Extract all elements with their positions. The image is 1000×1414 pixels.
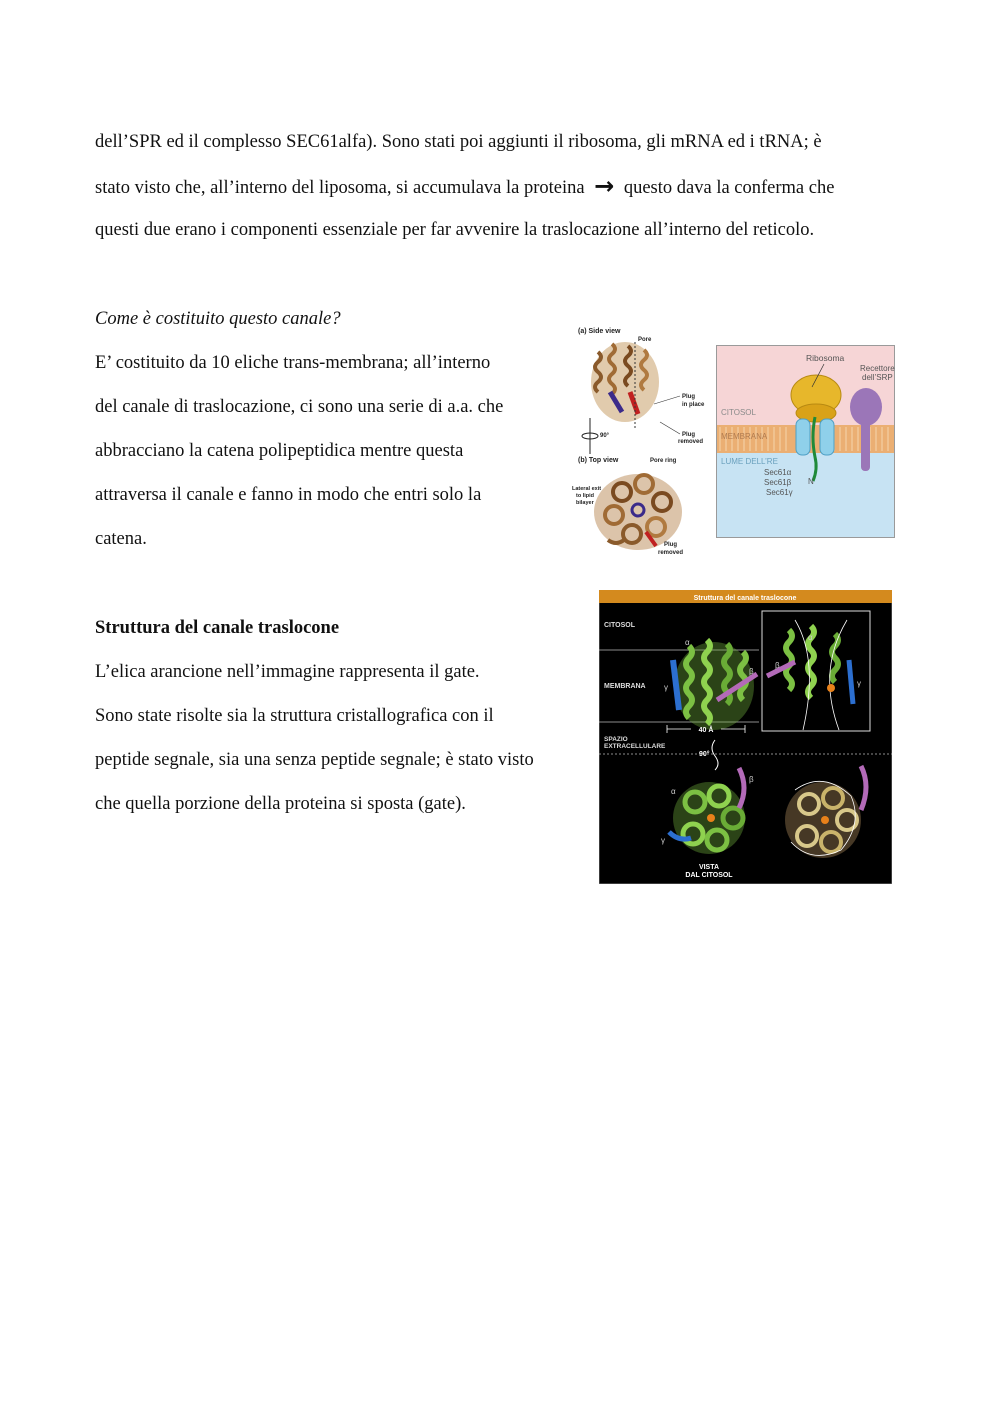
section-line: del canale di traslocazione, ci sono una serie di a.a. che [95,397,504,417]
alpha-label: α [685,638,690,647]
beta-label: β [775,661,780,670]
lumen-label: LUME DELL’RE [721,457,778,466]
translocon-schematic-figure [716,345,896,539]
translocon-structure-figure [599,590,892,884]
plug-in-place-label: in place [682,402,705,408]
plug-removed-label: removed [658,550,684,556]
section-question: Come è costituito questo canale? [95,309,341,329]
cytosol-view-label: VISTA [698,864,720,871]
receptor-label: dell’SRP [862,373,893,382]
pore-ring-label: Pore ring [650,458,677,464]
rotation-arrow-icon [582,418,598,454]
n-terminus-label: N [808,477,814,486]
alpha-label: α [671,787,676,796]
section-line: abbracciano la catena polipeptidica mentre questa [95,441,464,461]
lateral-exit-label: bilayer [576,500,594,506]
top-view-protein [594,474,682,550]
section-line: catena. [95,529,147,549]
lateral-exit-label: to lipid [576,493,595,499]
plug-in-place-label: Plug [682,394,695,400]
paragraph-text: questo dava la conferma che [623,178,835,198]
paragraph-line: questi due erano i componenti essenziale per far avvenire la traslocazione all’interno del reticolo. [95,220,815,240]
beta-label: β [749,775,754,784]
section-line: che quella porzione della proteina si sposta (gate). [95,794,466,814]
right-arrow-icon: → [594,172,615,200]
side-view-label: (a) Side view [578,328,621,335]
extracellular-label: EXTRACELLULARE [604,743,666,750]
width-label: 40 Å [698,727,714,734]
figure-title: Struttura del canale traslocone [693,595,797,602]
section-line: Sono state risolte sia la struttura cristallografica con il [95,706,494,726]
paragraph-line: dell’SPR ed il complesso SEC61alfa). Sono stati poi aggiunti il ribosoma, gli mRNA ed i tRNA; è [95,132,822,152]
section-line: E’ costituito da 10 eliche trans-membrana; all’interno [95,353,491,373]
cytosol-label: CITOSOL [721,408,756,417]
plug-removed-label: Plug [664,542,677,548]
ribosome-icon [791,375,841,422]
cytosol-view-label: DAL CITOSOL [685,872,733,879]
section-line: attraversa il canale e fanno in modo che entri solo la [95,485,482,505]
pore-label: Pore [638,337,652,343]
section-line: L’elica arancione nell’immagine rappresenta il gate. [95,662,480,682]
rotation-label: 90° [699,751,710,758]
plug-removed-label: Plug [682,432,695,438]
section-heading: Struttura del canale traslocone [95,618,340,638]
cytosol-label: CITOSOL [604,622,635,629]
ribosome-label: Ribosoma [806,353,845,363]
paragraph-line [95,172,835,200]
top-view-label: (b) Top view [578,457,619,464]
gamma-label: γ [661,836,665,845]
side-view-protein [591,342,659,430]
sec61-beta-label: Sec61β [764,478,792,487]
rotation-label: 90° [600,433,610,439]
membrane-label: MEMBRANA [721,432,768,441]
receptor-label: Recettore [860,364,895,373]
membrane-label: MEMBRANA [604,683,646,690]
gamma-label: γ [664,683,668,692]
sec61-alpha-label: Sec61α [764,468,792,477]
lateral-exit-label: Lateral exit [572,486,602,492]
beta-label: β [749,667,754,676]
section-line: peptide segnale, sia una senza peptide segnale; è stato visto [95,750,534,770]
sec61-gamma-label: Sec61γ [766,488,793,497]
alpha-label: α [808,633,813,642]
sec61-structure-figure [570,322,710,560]
gamma-label: γ [857,679,861,688]
paragraph-text: stato visto che, all’interno del liposoma, si accumulava la proteina [95,178,585,198]
plug-removed-label: removed [678,439,704,445]
extracellular-label: SPAZIO [604,736,628,743]
